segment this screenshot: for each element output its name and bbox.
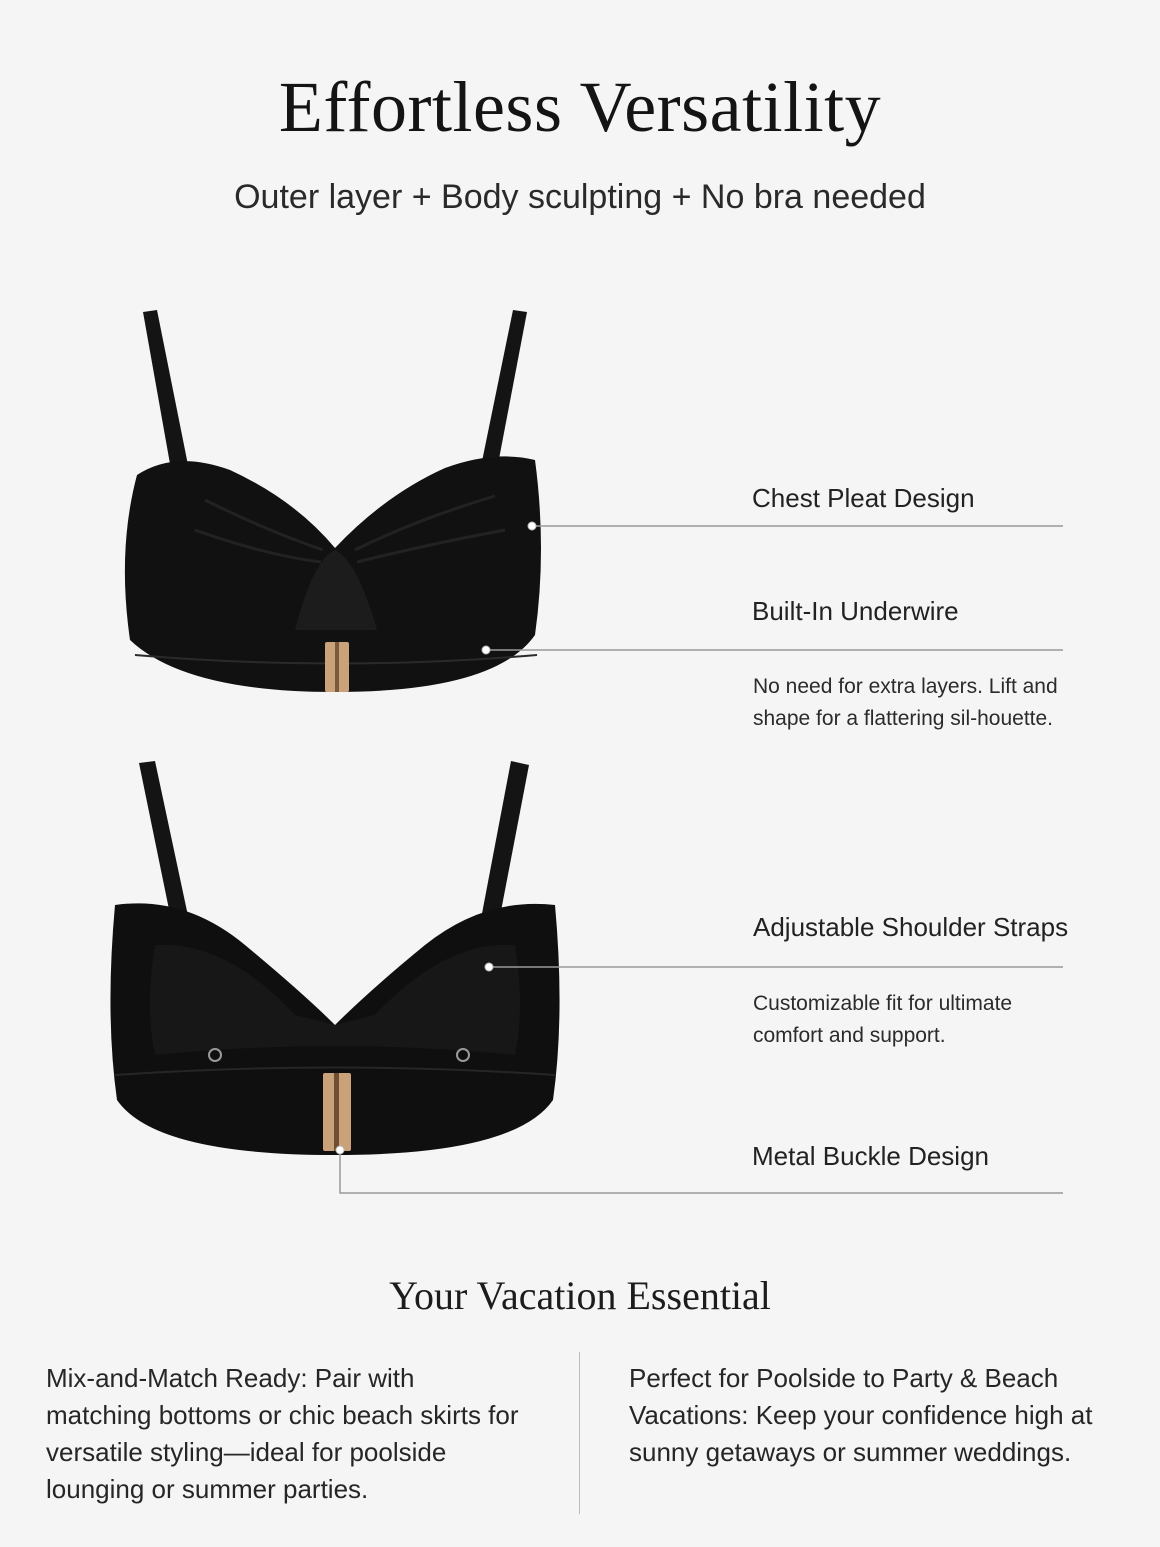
feature-label-underwire: Built-In Underwire	[752, 596, 959, 626]
column-divider	[579, 1352, 580, 1514]
feature-label-chest-pleat: Chest Pleat Design	[752, 483, 975, 513]
feature-desc-underwire: No need for extra layers. Lift and shape for a flattering sil-houette.	[753, 675, 1058, 730]
section-title-vacation: Your Vacation Essential	[389, 1273, 771, 1318]
feature-label-straps: Adjustable Shoulder Straps	[753, 912, 1069, 942]
bikini-top-back-image	[95, 755, 565, 1175]
page-title: Effortless Versatility	[278, 67, 882, 147]
poolside-text: Perfect for Poolside to Party & Beach Vacations: Keep your confidence high at sunny getaways or summer weddings.	[629, 1363, 1093, 1467]
page-subtitle: Outer layer + Body sculpting + No bra needed	[234, 178, 926, 216]
bikini-top-front-image	[95, 300, 565, 700]
feature-desc-straps: Customizable fit for ultimate comfort and support.	[753, 992, 1013, 1047]
feature-label-buckle: Metal Buckle Design	[752, 1141, 989, 1171]
mix-match-text: Mix-and-Match Ready: Pair with matching bottoms or chic beach skirts for versatile styling—ideal for poolside lounging or summer parties.	[46, 1363, 519, 1504]
